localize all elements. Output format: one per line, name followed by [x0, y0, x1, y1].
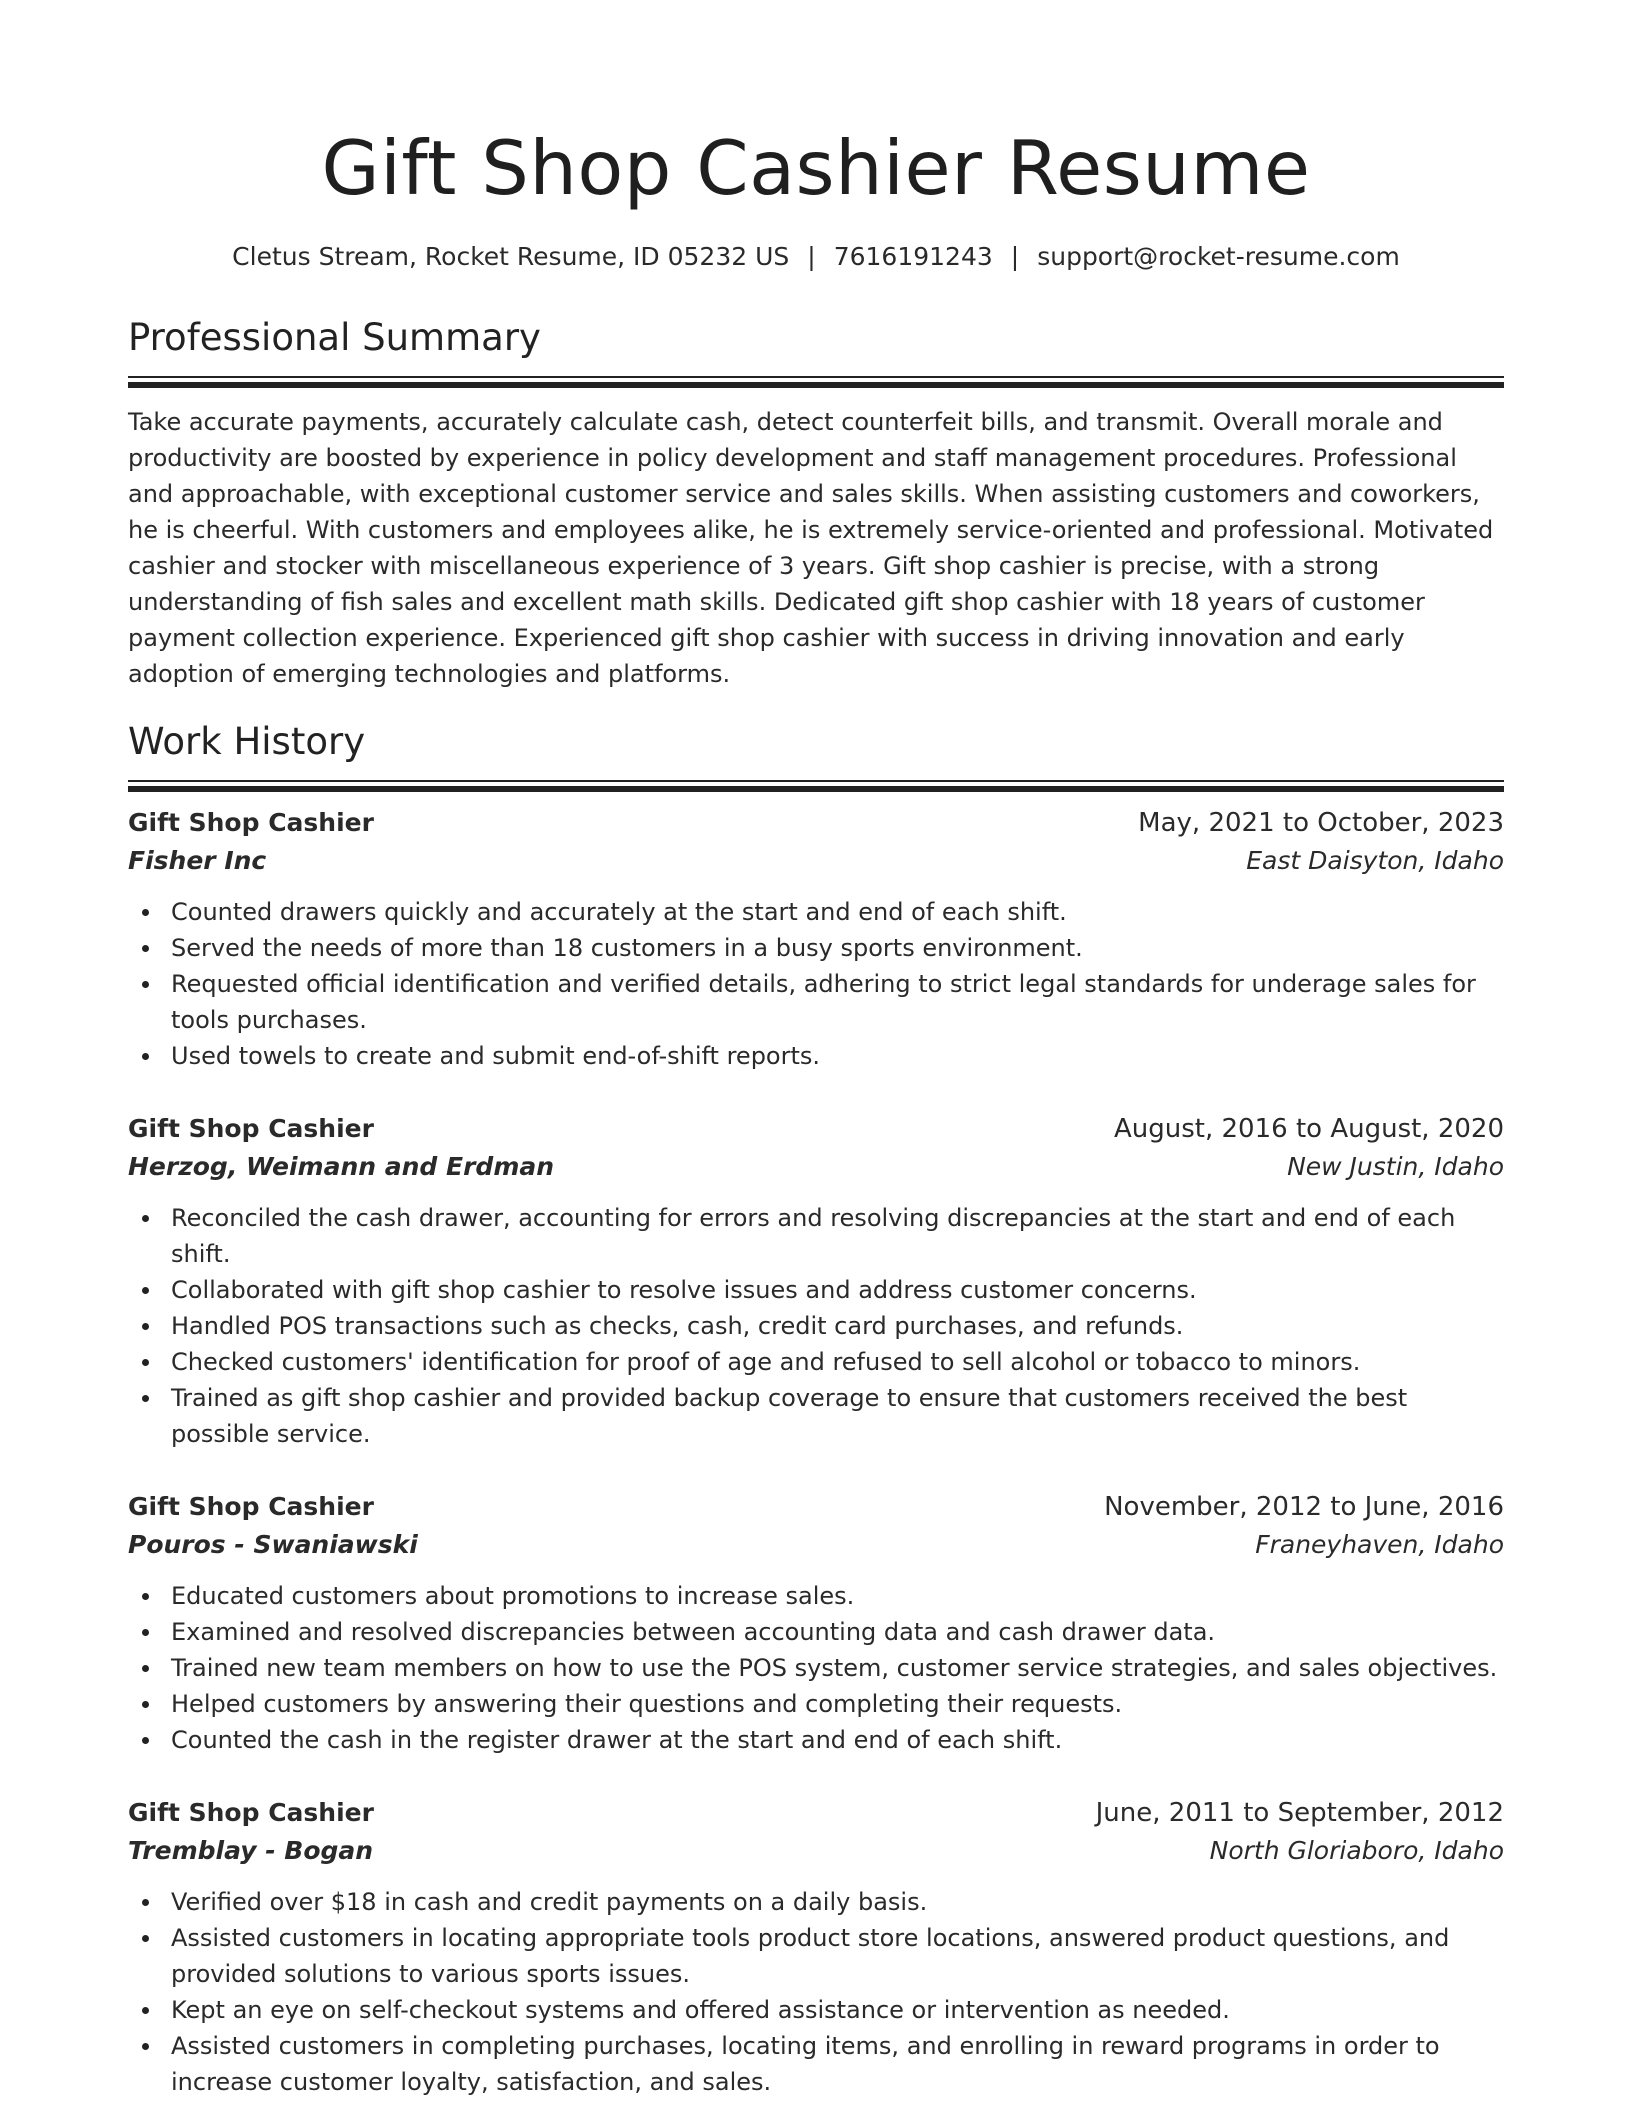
- job-title: Gift Shop Cashier: [128, 808, 374, 837]
- job-bullet-item: Kept an eye on self-checkout systems and offered assistance or intervention as needed.: [128, 1992, 1504, 2028]
- job-title: Gift Shop Cashier: [128, 1492, 374, 1521]
- job-bullet-item: Requested official identification and verified details, adhering to strict legal standards for underage sales for tools purchases.: [128, 966, 1504, 1038]
- job-bullet-item: Educated customers about promotions to increase sales.: [128, 1578, 1504, 1614]
- section-heading-summary: Professional Summary: [128, 316, 541, 359]
- job-bullet-item: Verified over $18 in cash and credit payments on a daily basis.: [128, 1884, 1504, 1920]
- job-dates: May, 2021 to October, 2023: [1138, 808, 1504, 838]
- job-bullet-item: Trained as gift shop cashier and provided backup coverage to ensure that customers received the best possible service.: [128, 1380, 1504, 1452]
- job-title: Gift Shop Cashier: [128, 1114, 374, 1143]
- job-header-row: [128, 1794, 1504, 1832]
- job-bullet-item: Assisted customers in locating appropriate tools product store locations, answered product questions, and provided solutions to various sports issues.: [128, 1920, 1504, 1992]
- job-location: New Justin, Idaho: [1287, 1152, 1504, 1181]
- job-location: East Daisyton, Idaho: [1246, 846, 1504, 875]
- summary-text: Take accurate payments, accurately calculate cash, detect counterfeit bills, and transmit. Overall morale and productivity are boosted by experience in policy development and staff management procedures. Professional and approachable, with exceptional customer service and sales skills. When assisting customers and coworkers, he is cheerful. With customers and employees alike, he is extremely service-oriented and professional. Motivated cashier and stocker with miscellaneous experience of 3 years. Gift shop cashier is precise, with a strong understanding of fish sales and excellent math skills. Dedicated gift shop cashier with 18 years of customer payment collection experience. Experienced gift shop cashier with success in driving innovation and early adoption of emerging technologies and platforms.: [128, 408, 1494, 688]
- job-bullet-list: [128, 894, 1504, 1074]
- job-bullet-item: Reconciled the cash drawer, accounting for errors and resolving discrepancies at the start and end of each shift.: [128, 1200, 1504, 1272]
- job-bullet-item: Collaborated with gift shop cashier to resolve issues and address customer concerns.: [128, 1272, 1504, 1308]
- job-dates: June, 2011 to September, 2012: [1095, 1798, 1504, 1828]
- job-company-row: [128, 1832, 1504, 1870]
- job-bullet-item: Served the needs of more than 18 customers in a busy sports environment.: [128, 930, 1504, 966]
- job-bullet-list: [128, 1884, 1504, 2100]
- job-bullet-item: Used towels to create and submit end-of-shift reports.: [128, 1038, 1504, 1074]
- contact-phone: 7616191243: [833, 242, 993, 271]
- job-bullet-item: Checked customers' identification for proof of age and refused to sell alcohol or tobacco to minors.: [128, 1344, 1504, 1380]
- job-company: Tremblay - Bogan: [128, 1836, 374, 1865]
- section-divider: [128, 376, 1504, 388]
- job-entry: [128, 804, 1504, 1074]
- job-location: North Gloriaboro, Idaho: [1209, 1836, 1504, 1865]
- contact-separator: |: [807, 242, 816, 271]
- contact-email[interactable]: support@rocket-resume.com: [1037, 242, 1400, 271]
- job-entry: [128, 1794, 1504, 2100]
- job-bullet-list: [128, 1200, 1504, 1452]
- job-header-row: [128, 1110, 1504, 1148]
- job-company-row: [128, 842, 1504, 880]
- job-entry: [128, 1110, 1504, 1452]
- job-bullet-item: Counted drawers quickly and accurately at the start and end of each shift.: [128, 894, 1504, 930]
- job-bullet-list: [128, 1578, 1504, 1758]
- contact-line: [128, 240, 1504, 274]
- job-header-row: [128, 804, 1504, 842]
- contact-address: Cletus Stream, Rocket Resume, ID 05232 US: [232, 242, 790, 271]
- professional-summary-section: [128, 314, 1504, 692]
- job-company: Herzog, Weimann and Erdman: [128, 1152, 555, 1181]
- job-bullet-item: Handled POS transactions such as checks, cash, credit card purchases, and refunds.: [128, 1308, 1504, 1344]
- job-bullet-item: Counted the cash in the register drawer at the start and end of each shift.: [128, 1722, 1504, 1758]
- resume-title: Gift Shop Cashier Resume: [321, 124, 1311, 212]
- job-company-row: [128, 1148, 1504, 1186]
- section-divider: [128, 780, 1504, 792]
- job-bullet-item: Helped customers by answering their questions and completing their requests.: [128, 1686, 1504, 1722]
- work-history-section: [128, 718, 1504, 2100]
- job-company: Fisher Inc: [128, 846, 267, 875]
- section-heading-work-history: Work History: [128, 720, 366, 763]
- job-company-row: [128, 1526, 1504, 1564]
- job-bullet-item: Trained new team members on how to use the POS system, customer service strategies, and sales objectives.: [128, 1650, 1504, 1686]
- job-bullet-item: Examined and resolved discrepancies between accounting data and cash drawer data.: [128, 1614, 1504, 1650]
- contact-separator: |: [1010, 242, 1020, 271]
- job-entry: [128, 1488, 1504, 1758]
- job-bullet-item: Assisted customers in completing purchases, locating items, and enrolling in reward programs in order to increase customer loyalty, satisfaction, and sales.: [128, 2028, 1504, 2100]
- job-company: Pouros - Swaniawski: [128, 1530, 418, 1559]
- job-list: [128, 804, 1504, 2100]
- job-dates: August, 2016 to August, 2020: [1114, 1114, 1504, 1144]
- job-dates: November, 2012 to June, 2016: [1104, 1492, 1504, 1522]
- job-location: Franeyhaven, Idaho: [1255, 1530, 1504, 1559]
- job-title: Gift Shop Cashier: [128, 1798, 374, 1827]
- job-header-row: [128, 1488, 1504, 1526]
